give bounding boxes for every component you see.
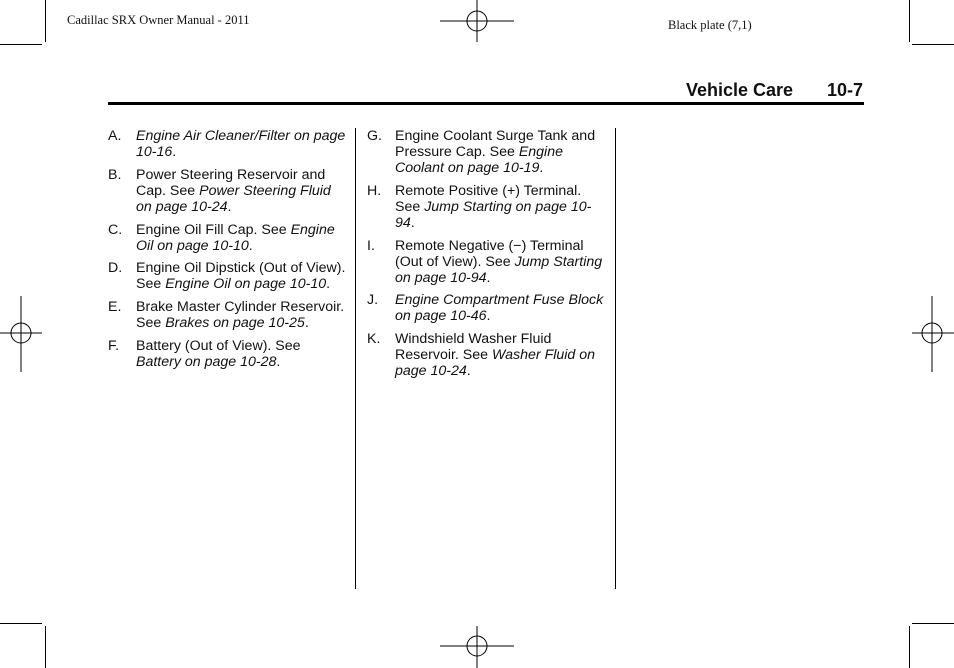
legend-item-g [367,128,607,176]
column-divider-right [615,128,616,589]
registration-mark-bottom [440,626,516,668]
item-letter: K. [367,331,381,348]
legend-item-k [367,331,607,379]
item-letter: I. [367,237,375,254]
cross-reference-link[interactable]: Washer Fluid on page 10-24 [395,347,596,380]
item-letter: A. [108,128,122,144]
legend-column-1 [108,128,348,377]
crop-mark-bottom-left-horizontal [0,623,42,624]
item-punctuation: . [466,363,471,380]
item-letter: F. [108,337,120,354]
item-punctuation: . [486,308,491,325]
crop-mark-bottom-right-horizontal [912,623,954,624]
item-text: Engine Coolant Surge Tank and Pressure Cap. See [395,128,596,160]
item-letter: H. [367,182,382,199]
cross-reference-link[interactable]: Jump Starting on page 10-94 [395,198,592,231]
cross-reference-link[interactable]: Battery on page 10-28 [136,353,277,370]
item-punctuation: . [486,269,491,286]
cross-reference-link[interactable]: Brakes on page 10-25 [165,315,305,332]
item-letter: D. [108,260,123,277]
item-punctuation: . [304,315,309,332]
item-text: Engine Oil Dipstick (Out of View). See [136,260,346,293]
item-punctuation: . [227,198,232,215]
item-punctuation: . [326,276,331,293]
item-letter: J. [367,292,379,309]
item-text: Remote Negative (−) Terminal (Out of View). See [395,237,584,270]
crop-mark-top-right-vertical [909,0,910,42]
crop-mark-bottom-left-vertical [45,626,46,668]
cross-reference-link[interactable]: Engine Air Cleaner/Filter on page 10-16 [136,128,346,160]
cross-reference-link[interactable]: Power Steering Fluid on page 10-24 [136,182,331,215]
registration-mark-right [912,296,954,372]
item-letter: B. [108,166,122,183]
legend-item-e [108,299,348,331]
section-title: Vehicle Care [686,80,794,100]
item-punctuation: . [276,353,281,370]
cross-reference-link[interactable]: Engine Oil on page 10-10 [165,276,327,293]
legend-item-a [108,128,348,160]
page-number: 10-7 [827,80,864,100]
item-letter: G. [367,128,382,144]
cross-reference-link[interactable]: Engine Oil on page 10-10 [136,221,335,254]
item-text: Windshield Washer Fluid Reservoir. See [395,331,552,364]
item-letter: E. [108,299,122,316]
legend-item-h [367,183,607,231]
crop-mark-top-left-horizontal [0,44,42,45]
item-punctuation: . [410,214,415,231]
item-text: Engine Oil Fill Cap. See [136,221,291,238]
item-text: Power Steering Reservoir and Cap. See [136,166,326,199]
legend-item-i [367,238,607,286]
cross-reference-link[interactable]: Engine Compartment Fuse Block on page 10-46 [395,292,604,325]
item-text: Brake Master Cylinder Reservoir. See [136,299,345,332]
item-letter: C. [108,221,123,238]
item-text: Battery (Out of View). See [136,337,301,354]
legend-item-j [367,292,607,324]
registration-mark-left [0,296,42,372]
legend-column-2 [367,128,607,386]
header-rule [108,102,864,105]
legend-item-c [108,222,348,254]
registration-mark-top [440,0,516,42]
cross-reference-link[interactable]: Engine Coolant on page 10-19 [395,144,563,176]
item-text: Remote Positive (+) Terminal. See [395,182,582,215]
legend-item-b [108,167,348,215]
item-punctuation: . [539,160,544,176]
legend-item-f [108,338,348,370]
plate-label: Black plate (7,1) [668,18,752,32]
column-divider-left [355,128,356,589]
cross-reference-link[interactable]: Jump Starting on page 10-94 [395,253,603,286]
crop-mark-top-right-horizontal [912,44,954,45]
manual-title: Cadillac SRX Owner Manual - 2011 [67,13,250,27]
crop-mark-top-left-vertical [45,0,46,42]
legend-item-d [108,260,348,292]
item-punctuation: . [172,144,177,160]
crop-mark-bottom-right-vertical [909,626,910,668]
item-punctuation: . [248,237,253,254]
